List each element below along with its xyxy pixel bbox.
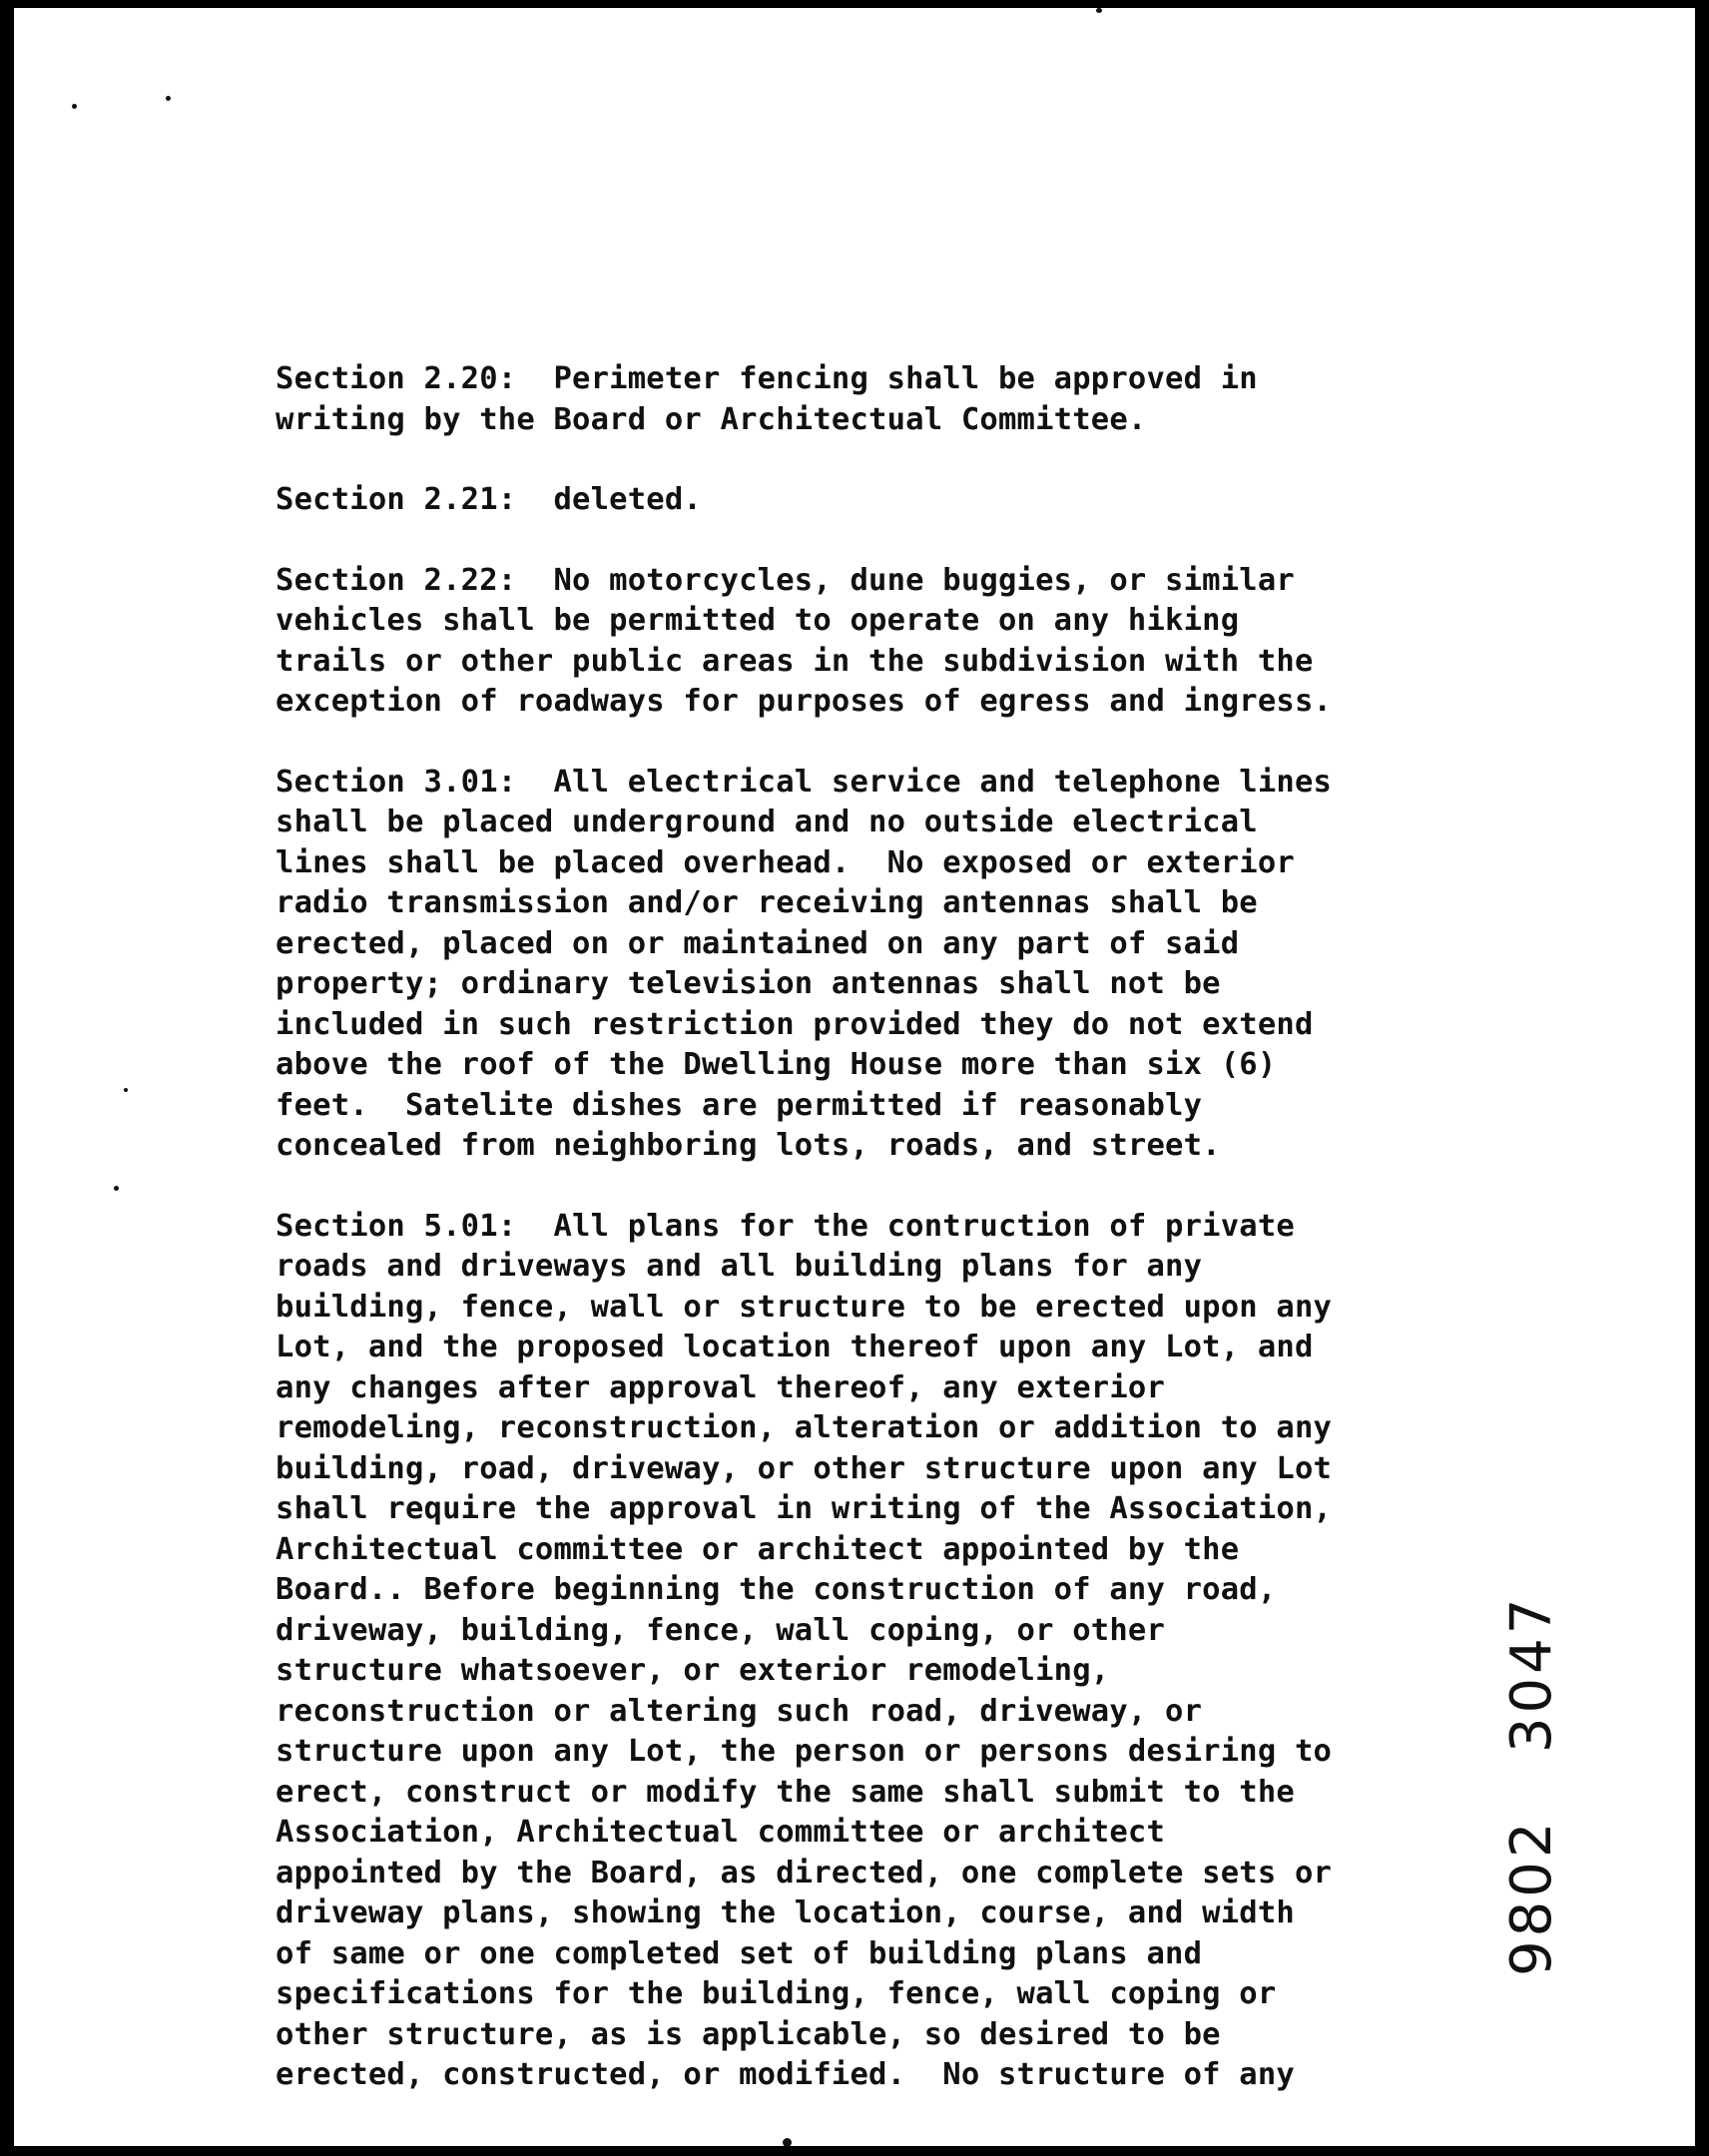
text-line: reconstruction or altering such road, driveway, or — [276, 1693, 1203, 1729]
text-line: Board.. Before beginning the construction of any road, — [276, 1572, 1277, 1607]
scan-speck — [783, 2138, 792, 2147]
section-3-01 — [276, 763, 1453, 1167]
text-line: Architectual committee or architect appointed by the — [276, 1531, 1240, 1567]
scan-speck — [124, 1088, 128, 1092]
scan-speck — [114, 1186, 119, 1191]
text-line: driveway, building, fence, wall coping, or other — [276, 1612, 1166, 1648]
section-2-20 — [276, 359, 1453, 440]
text-line: erected, constructed, or modified. No structure of any — [276, 2057, 1295, 2092]
text-line: radio transmission and/or receiving antennas shall be — [276, 885, 1258, 920]
text-line: shall be placed underground and no outside electrical — [276, 805, 1258, 839]
text-line: writing by the Board or Architectual Committee. — [276, 401, 1147, 437]
text-line: structure whatsoever, or exterior remodeling, — [276, 1653, 1110, 1688]
text-line: structure upon any Lot, the person or persons desiring to — [276, 1734, 1333, 1769]
text-line: Section 2.22: No motorcycles, dune buggies, or similar — [276, 562, 1295, 598]
text-line: building, road, driveway, or other structure upon any Lot — [276, 1450, 1333, 1486]
text-line: vehicles shall be permitted to operate on any hiking — [276, 603, 1240, 638]
scan-speck — [72, 104, 77, 109]
text-line: feet. Satelite dishes are permitted if reasonably — [276, 1087, 1203, 1123]
section-2-21 — [276, 480, 1453, 521]
text-line: roads and driveways and all building plans for any — [276, 1249, 1203, 1284]
text-line: property; ordinary television antennas shall not be — [276, 966, 1221, 1001]
section-2-22 — [276, 561, 1453, 723]
text-line: exception of roadways for purposes of egress and ingress. — [276, 684, 1333, 719]
text-line: Section 3.01: All electrical service and telephone lines — [276, 764, 1333, 800]
text-line: remodeling, reconstruction, alteration or addition to any — [276, 1410, 1333, 1445]
text-line: building, fence, wall or structure to be erected upon any — [276, 1289, 1333, 1325]
text-line: other structure, as is applicable, so desired to be — [276, 2016, 1221, 2052]
text-line: trails or other public areas in the subdivision with the — [276, 643, 1314, 679]
text-line: Lot, and the proposed location thereof upon any Lot, and — [276, 1330, 1314, 1364]
text-line: included in such restriction provided they do not extend — [276, 1006, 1314, 1042]
text-line: lines shall be placed overhead. No exposed or exterior — [276, 844, 1295, 880]
text-line: Section 2.21: deleted. — [276, 482, 702, 517]
document-id-number: 9802 3047 — [1499, 1594, 1564, 1976]
text-line: of same or one completed set of building plans and — [276, 1935, 1203, 1971]
text-line: concealed from neighboring lots, roads, and street. — [276, 1128, 1221, 1163]
text-line: driveway plans, showing the location, course, and width — [276, 1895, 1295, 1930]
section-5-01 — [276, 1207, 1453, 2096]
text-line: above the roof of the Dwelling House more than six (6) — [276, 1047, 1277, 1082]
text-line: appointed by the Board, as directed, one complete sets or — [276, 1855, 1333, 1890]
text-line: erect, construct or modify the same shall submit to the — [276, 1774, 1295, 1810]
text-line: shall require the approval in writing of the Association, — [276, 1491, 1333, 1526]
text-line: any changes after approval thereof, any exterior — [276, 1369, 1166, 1405]
scan-speck — [1096, 8, 1102, 13]
text-line: Association, Architectual committee or architect — [276, 1815, 1166, 1850]
text-line: Section 2.20: Perimeter fencing shall be approved in — [276, 361, 1258, 396]
text-line: erected, placed on or maintained on any part of said — [276, 925, 1240, 961]
text-line: specifications for the building, fence, wall coping or — [276, 1976, 1277, 2011]
scan-speck — [166, 96, 171, 101]
text-line: Section 5.01: All plans for the contruction of private — [276, 1208, 1295, 1244]
document-body — [276, 359, 1453, 2136]
